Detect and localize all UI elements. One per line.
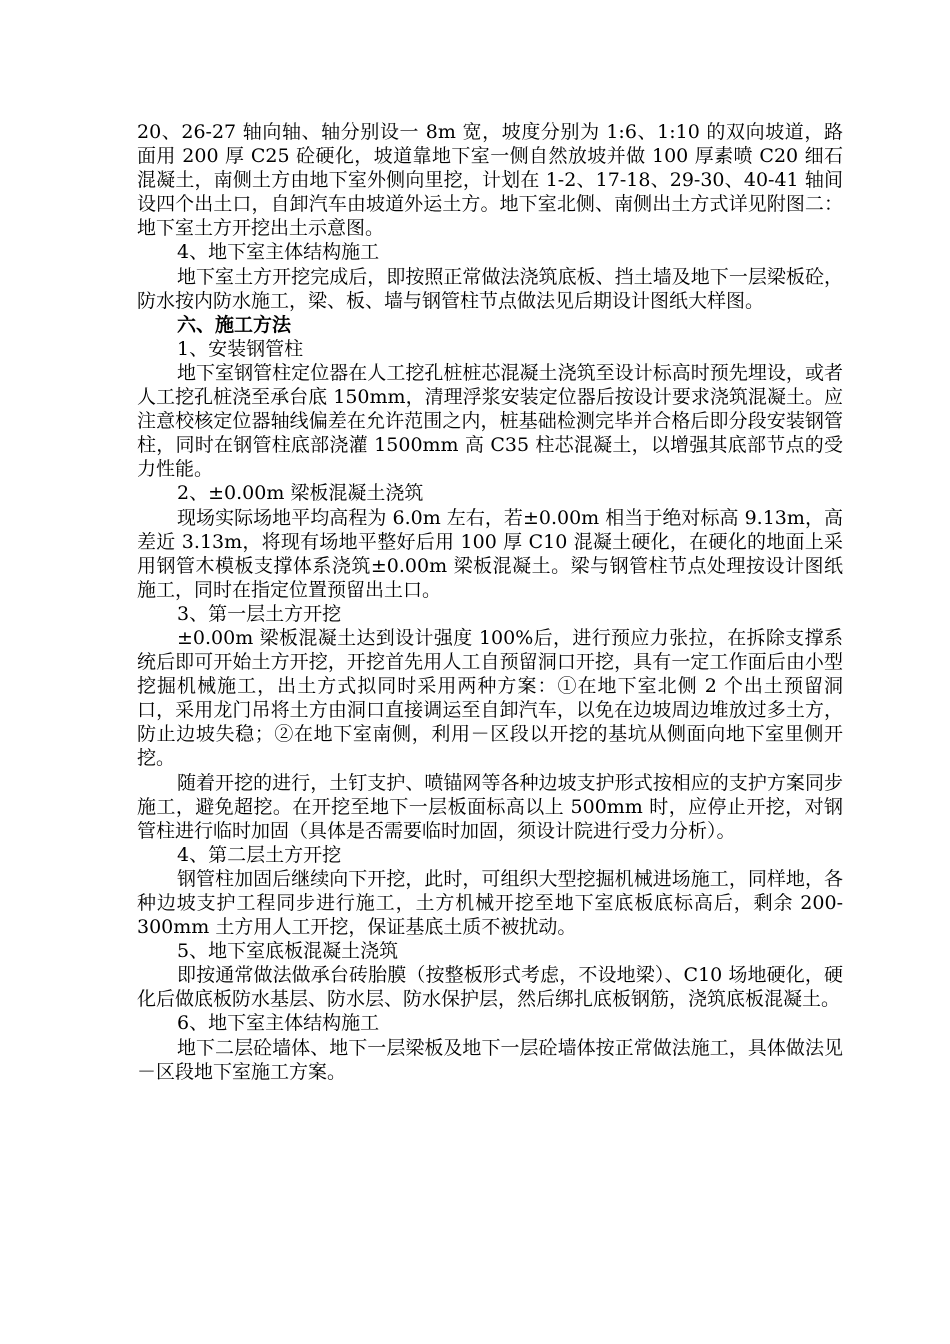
document-page [137,120,843,1084]
body-paragraph: 即按通常做法做承台砖胎膜（按整板形式考虑，不设地梁）、C10 场地硬化，硬化后做底板防水基层、防水层、防水保护层，然后绑扎底板钢筋，浇筑底板混凝土。 [137,964,843,1011]
section-heading: 六、施工方法 [177,313,292,336]
section-subheading: 5、地下室底板混凝土浇筑 [177,940,399,963]
section-subheading: 6、地下室主体结构施工 [177,1012,380,1035]
section-subheading: 4、地下室主体结构施工 [177,241,380,264]
section-subheading: 4、第二层土方开挖 [177,843,342,866]
body-paragraph: 随着开挖的进行，土钉支护、喷锚网等各种边坡支护形式按相应的支护方案同步施工，避免超挖。在开挖至地下一层板面标高以上 500mm 时，应停止开挖，对钢管柱进行临时加固（具体是否需要临时加固，须设计院进行受力分析）。 [137,771,843,842]
body-paragraph: 现场实际场地平均高程为 6.0m 左右，若±0.00m 相当于绝对标高 9.13m，高差近 3.13m，将现有场地平整好后用 100 厚 C10 混凝土硬化，在硬化的地面上采用钢管木模板支撑体系浇筑±0.00m 梁板混凝土。梁与钢管柱节点处理按设计图纸施工，同时在指定位置预留出土口。 [137,506,843,601]
body-paragraph: 地下室土方开挖完成后，即按照正常做法浇筑底板、挡土墙及地下一层梁板砼，防水按内防水施工，梁、板、墙与钢管柱节点做法见后期设计图纸大样图。 [137,265,843,312]
body-paragraph: 钢管柱加固后继续向下开挖，此时，可组织大型挖掘机械进场施工，同样地，各种边坡支护工程同步进行施工，土方机械开挖至地下室底板底标高后，剩余 200-300mm 土方用人工开挖，保证基底土质不被扰动。 [137,867,843,939]
body-paragraph: 地下室钢管柱定位器在人工挖孔桩桩芯混凝土浇筑至设计标高时预先埋设，或者人工挖孔桩浇至承台底 150mm，清理浮浆安装定位器后按设计要求浇筑混凝土。应注意校核定位器轴线偏差在允许范围之内，桩基础检测完毕并合格后即分段安装钢管柱，同时在钢管柱底部浇灌 1500mm 高 C35 柱芯混凝土，以增强其底部节点的受力性能。 [137,361,843,481]
section-subheading: 1、安装钢管柱 [177,337,304,360]
body-paragraph: 20、26-27 轴向轴、轴分别设一 8m 宽，坡度分别为 1:6、1:10 的双向坡道，路面用 200 厚 C25 砼硬化，坡道靠地下室一侧自然放坡并做 100 厚素喷 C20 细石混凝土，南侧土方由地下室外侧向里挖，计划在 1-2、17-18、29-30、40-41 轴间设四个出土口，自卸汽车由坡道外运土方。地下室北侧、南侧出土方式详见附图二：地下室土方开挖出土示意图。 [137,121,843,240]
body-paragraph: ±0.00m 梁板混凝土达到设计强度 100%后，进行预应力张拉，在拆除支撑系统后即可开始土方开挖，开挖首先用人工自预留洞口开挖，具有一定工作面后由小型挖掘机械施工，出土方式拟同时采用两种方案：①在地下室北侧 2 个出土预留洞口，采用龙门吊将土方由洞口直接调运至自卸汽车，以免在边坡周边堆放过多土方，防止边坡失稳；②在地下室南侧，利用－区段以开挖的基坑从侧面向地下室里侧开挖。 [137,626,843,770]
body-paragraph: 地下二层砼墙体、地下一层梁板及地下一层砼墙体按正常做法施工，具体做法见－区段地下室施工方案。 [137,1036,843,1083]
section-subheading: 3、第一层土方开挖 [177,602,342,625]
section-subheading: 2、±0.00m 梁板混凝土浇筑 [177,482,424,505]
